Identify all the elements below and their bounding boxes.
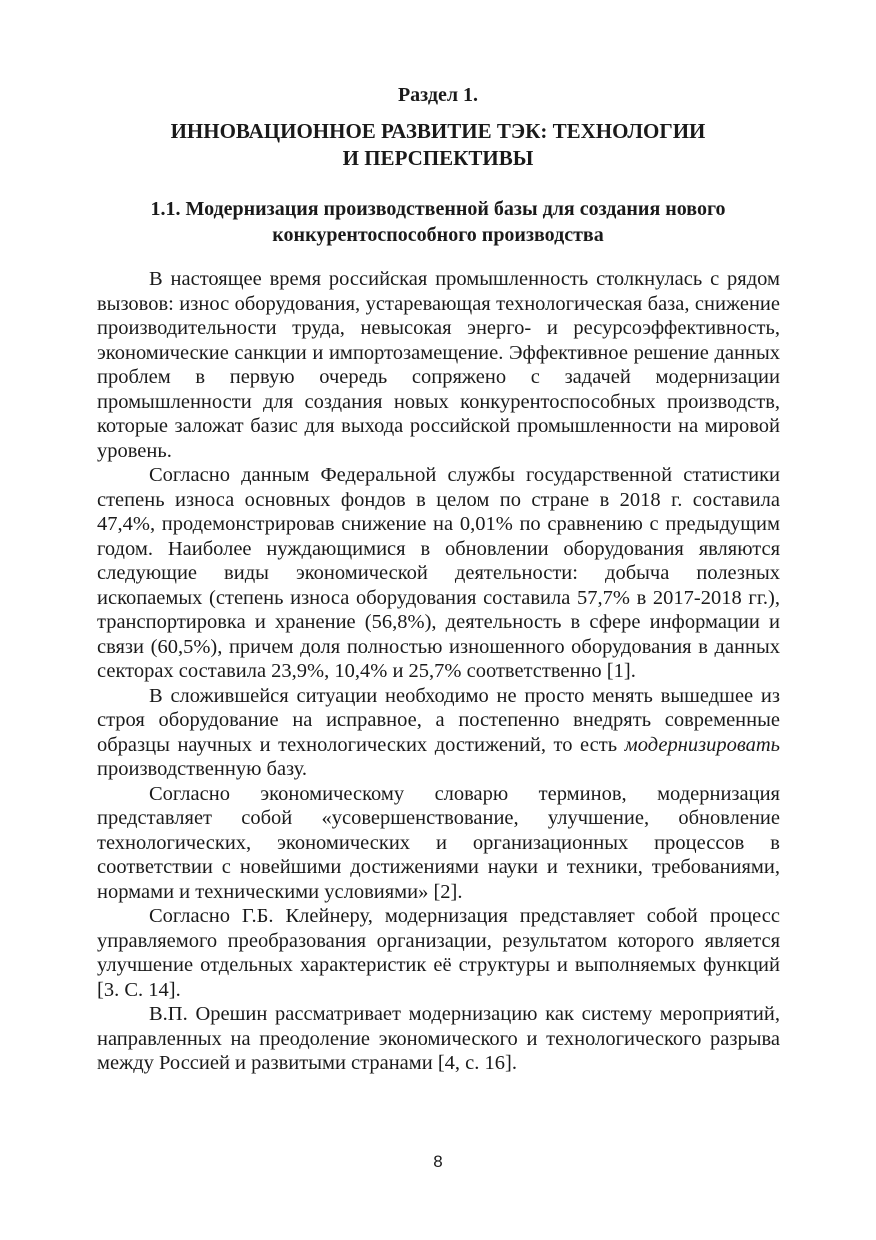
paragraph-challenges: В настоящее время российская промышленность столкнулась с рядом вызовов: износ оборудования, устаревающая технологическая база, снижение производительности труда, невысокая энерго- и ресурсоэффективность, экономические санкции и импортозамещение. Эффективное решение данных проблем в первую очередь сопряжено с задачей модернизации промышленности для создания новых конкурентоспособных производств, которые заложат базис для выхода российской промышленности на мировой уровень. bbox=[97, 268, 780, 462]
paragraph-statistics: Согласно данным Федеральной службы государственной статистики степень износа основных фондов в целом по стране в 2018 г. составила 47,4%, продемонстрировав снижение на 0,01% по сравнению с предыдущим годом. Наиболее нуждающимися в обновлении оборудования являются следующие виды экономической деятельности: добыча полезных ископаемых (степень износа оборудования составила 57,7% в 2017-2018 гг.), транспортировка и хранение (56,8%), деятельность в сфере информации и связи (60,5%), причем доля полностью изношенного оборудования в данных секторах составила 23,9%, 10,4% и 25,7% соответственно [1]. bbox=[97, 464, 780, 682]
body-text bbox=[97, 267, 780, 1076]
subsection-title-line-2: конкурентоспособного производства bbox=[272, 224, 604, 246]
section-title bbox=[80, 118, 796, 172]
paragraph-modernization-need bbox=[97, 684, 780, 782]
page-number: 8 bbox=[433, 1152, 443, 1171]
paragraph-text: В сложившейся ситуации необходимо не просто менять вышедшее из строя оборудование на исправное, а постепенно внедрять современные образцы научных и технологических достижений, то есть bbox=[97, 684, 780, 756]
paragraph-kleiner-definition: Согласно Г.Б. Клейнеру, модернизация представляет собой процесс управляемого преобразования организации, результатом которого является улучшение отдельных характеристик её структуры и выполняемых функций [3. С. 14]. bbox=[97, 905, 780, 1001]
section-title-line-1: ИННОВАЦИОННОЕ РАЗВИТИЕ ТЭК: ТЕХНОЛОГИИ bbox=[170, 119, 706, 143]
subsection-title bbox=[95, 196, 781, 248]
paragraph-dictionary-definition: Согласно экономическому словарю терминов, модернизация представляет собой «усовершенствование, улучшение, обновление технологических, экономических и организационных процессов в соответствии с новейшими достижениями науки и техники, требованиями, нормами и техническими условиями» [2]. bbox=[97, 782, 780, 903]
paragraph-oreshin-definition: В.П. Орешин рассматривает модернизацию как систему мероприятий, направленных на преодоление экономического и технологического разрыва между Россией и развитыми странами [4, с. 16]. bbox=[97, 1003, 780, 1074]
emphasis-text: модернизировать bbox=[624, 733, 780, 756]
section-label: Раздел 1. bbox=[397, 84, 479, 106]
subsection-title-line-1: 1.1. Модернизация производственной базы для создания нового bbox=[150, 198, 726, 220]
section-title-line-2: И ПЕРСПЕКТИВЫ bbox=[342, 146, 534, 170]
paragraph-text: производственную базу. bbox=[97, 758, 308, 780]
